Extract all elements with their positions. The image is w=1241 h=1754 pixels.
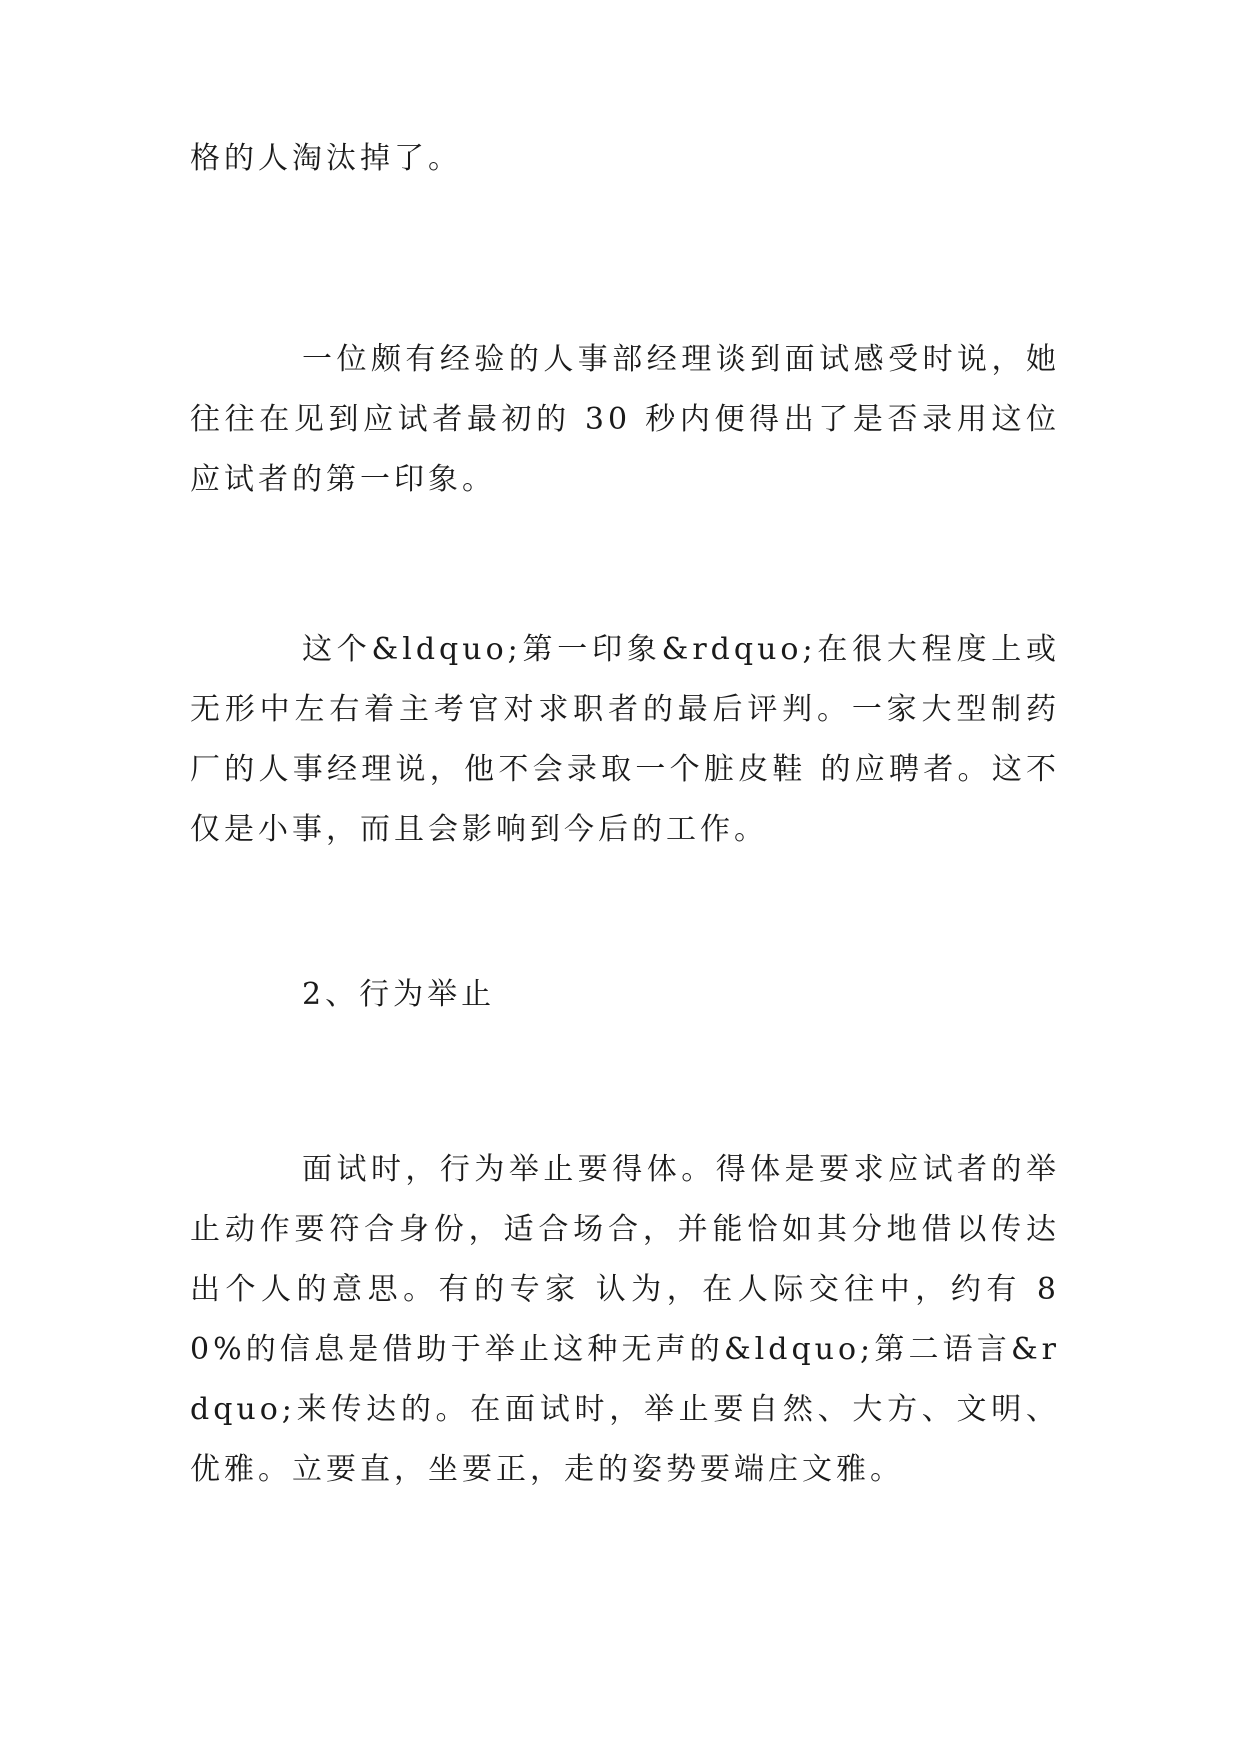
paragraph-behavior: 面试时，行为举止要得体。得体是要求应试者的举止动作要符合身份，适合场合，并能恰如其分地借以传达出个人的意思。有的专家 认为，在人际交往中，约有 80%的信息是借助于举止这种无声的&ldquo;第二语言&rdquo;来传达的。在面试时，举止要自然、大方、文明、优雅。立要直，坐要正，走的姿势要端庄文雅。	[190, 1152, 1060, 1487]
paragraph-evaluation: 这个&ldquo;第一印象&rdquo;在很大程度上或无形中左右着主考官对求职者的最后评判。一家大型制药厂的人事经理说，他不会录取一个脏皮鞋 的应聘者。这不仅是小事，而且会影响到今后的工作。	[190, 632, 1060, 847]
paragraph-first-impression: 一位颇有经验的人事部经理谈到面试感受时说，她往往在见到应试者最初的 30 秒内便得出了是否录用这位应试者的第一印象。	[190, 342, 1060, 497]
paragraph-continuation: 格的人淘汰掉了。	[190, 141, 462, 176]
section-heading-behavior: 2、行为举止	[302, 977, 496, 1012]
